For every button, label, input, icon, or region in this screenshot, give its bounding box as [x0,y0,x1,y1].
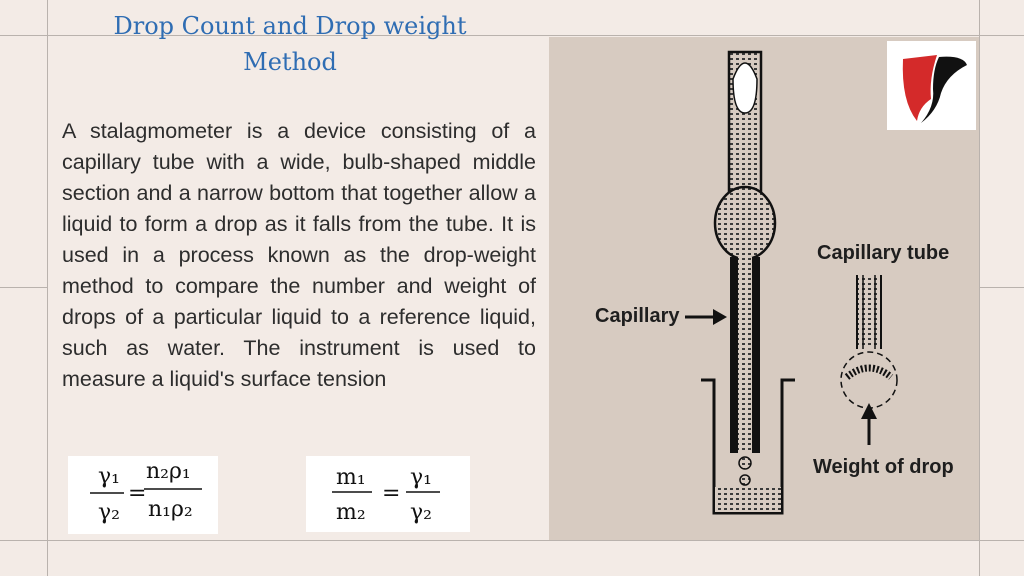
drop-2 [740,475,750,485]
slide-title [90,8,490,80]
f2-right-num: γ₁ [410,465,432,490]
institution-logo [887,41,976,130]
grid-line-left [47,0,48,576]
f1-left-num: γ₁ [98,464,120,489]
logo-icon [887,41,976,130]
stem-liquid [738,257,752,453]
f1-right-den: n₁ρ₂ [148,497,193,522]
capillary-arrow-head [713,309,727,325]
formula-surface-tension-ratio [68,456,218,534]
meniscus [733,63,757,113]
drop-1 [739,457,751,469]
f2-equals: = [382,481,401,506]
grid-line-bottom [0,540,1024,541]
stem-wall-right [752,257,760,453]
label-weight-of-drop: Weight of drop [813,456,954,478]
f2-left-num: m₁ [336,465,366,490]
grid-line-right [979,0,980,576]
formula-mass-ratio [306,456,470,532]
stem-wall-left [730,257,738,453]
inset-drop-outline [841,352,897,408]
title-line-1: Drop Count and Drop weight [113,12,467,40]
weight-arrow-head [861,403,877,419]
formula-2-svg [306,456,470,532]
f2-left-den: m₂ [336,500,366,525]
beaker-liquid [715,487,781,512]
title-line-2: Method [243,48,337,76]
grid-tick-right [979,287,1024,288]
body-paragraph: A stalagmometer is a device consisting of a capillary tube with a wide, bulb-shaped middle section and a narrow bottom that together allow a liquid to form a drop as it falls from the tube. It is used in a process known as the drop-weight method to compare the number and weight of drops of a particular liquid to a reference liquid, such as water. The instrument is used to measure a liquid's surface tension [62,119,536,391]
f1-equals: = [128,481,147,506]
formula-1-svg [68,456,218,534]
inset-tube-fill [857,275,881,347]
f2-right-den: γ₂ [410,500,432,525]
label-capillary-tube: Capillary tube [817,242,950,264]
f1-right-num: n₂ρ₁ [146,459,191,484]
bulb [715,187,775,259]
label-capillary: Capillary [595,305,680,327]
inset-drop-surface [847,368,891,377]
grid-tick-left [0,287,47,288]
f1-left-den: γ₂ [98,500,120,525]
